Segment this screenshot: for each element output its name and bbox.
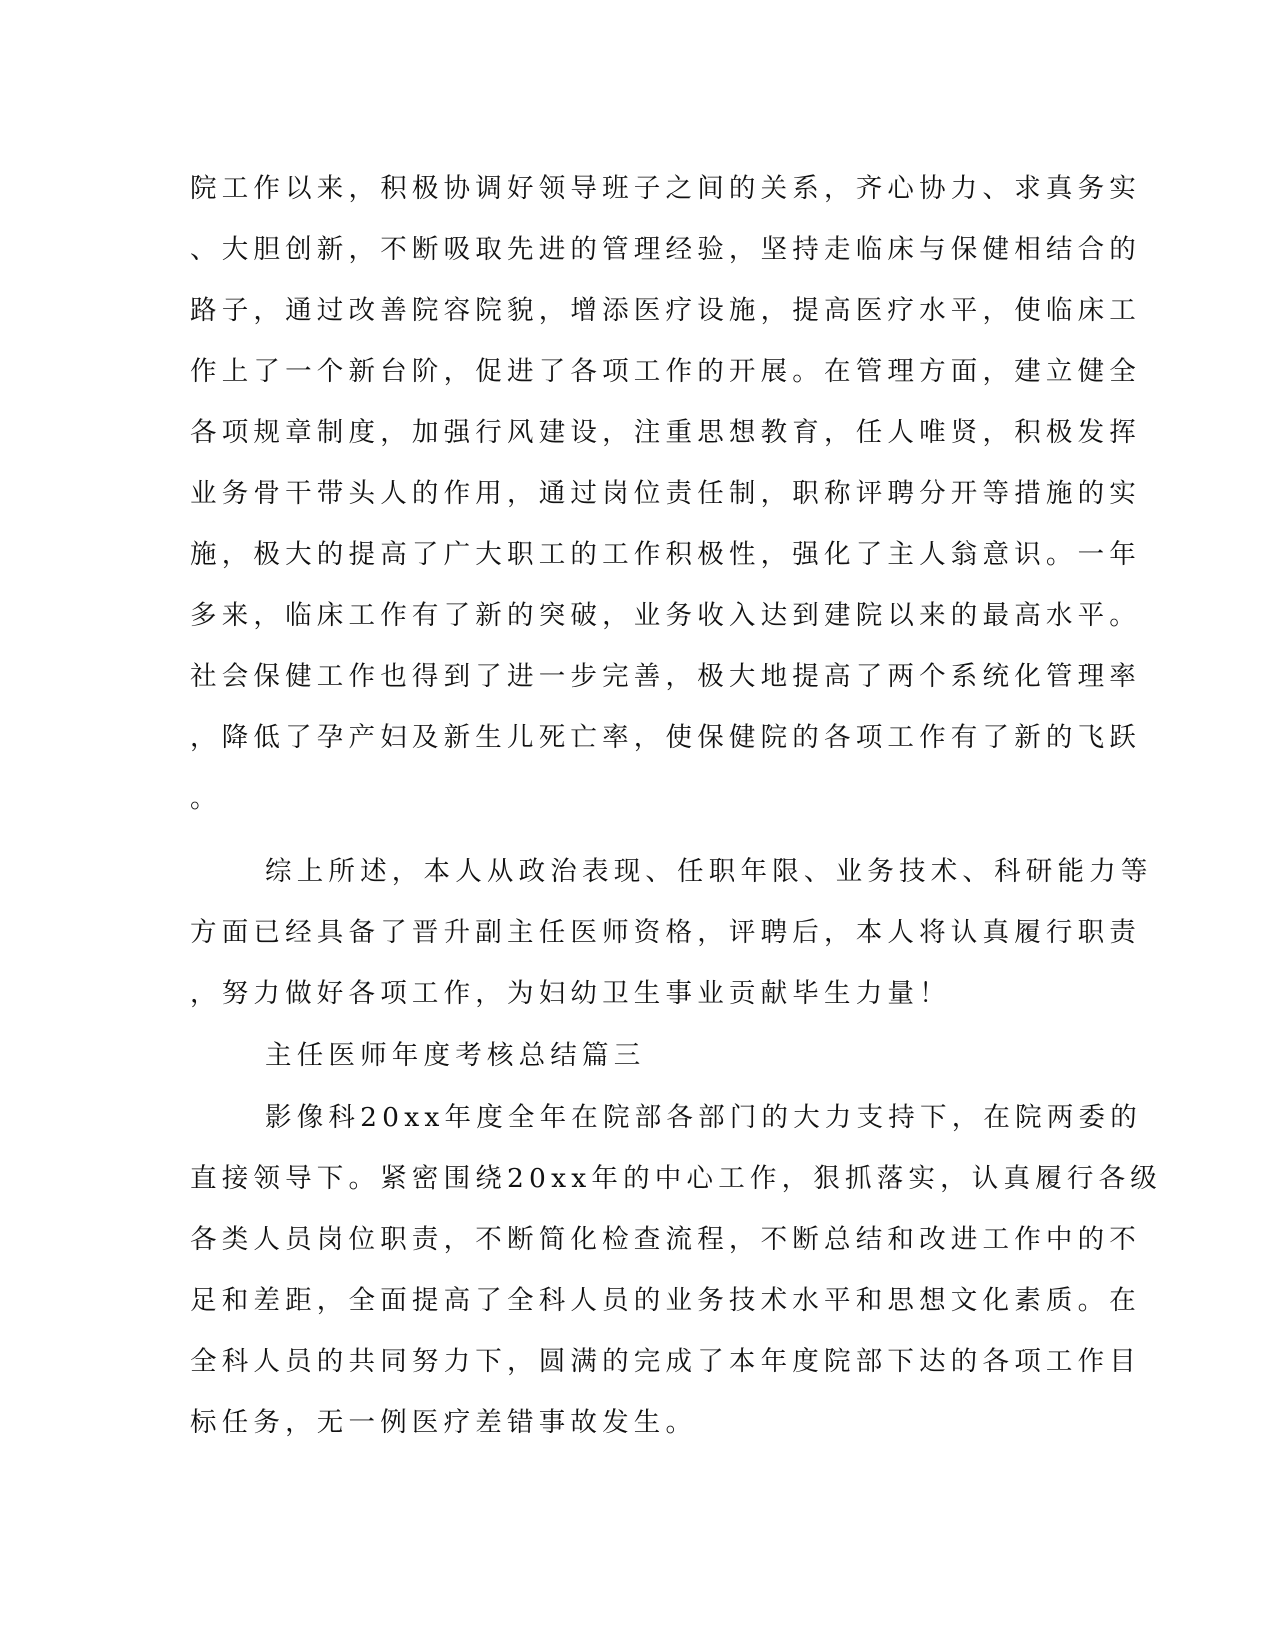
text-line: 路子，通过改善院容院貌，增添医疗设施，提高医疗水平，使临床工 (190, 295, 1141, 326)
text-line: 。 (190, 783, 222, 814)
section-heading-text: 主任医师年度考核总结篇三 (265, 1040, 646, 1071)
text-line: 全科人员的共同努力下，圆满的完成了本年度院部下达的各项工作目 (190, 1346, 1141, 1377)
paragraph-imaging-department (190, 1087, 1163, 1453)
text-line: 业务骨干带头人的作用，通过岗位责任制，职称评聘分开等措施的实 (190, 478, 1141, 509)
text-line: 多来，临床工作有了新的突破，业务收入达到建院以来的最高水平。 (190, 600, 1141, 631)
section-heading (190, 1025, 1090, 1086)
text-line: 方面已经具备了晋升副主任医师资格，评聘后，本人将认真履行职责 (190, 917, 1141, 948)
text-line: ，努力做好各项工作，为妇幼卫生事业贡献毕生力量！ (190, 978, 951, 1009)
text-line: 院工作以来，积极协调好领导班子之间的关系，齐心协力、求真务实 (190, 173, 1141, 204)
text-line: 综上所述，本人从政治表现、任职年限、业务技术、科研能力等 (265, 856, 1153, 887)
text-line: 直接领导下。紧密围绕20xx年的中心工作，狠抓落实，认真履行各级 (190, 1163, 1163, 1194)
text-line: 足和差距，全面提高了全科人员的业务技术水平和思想文化素质。在 (190, 1285, 1141, 1316)
text-line: 作上了一个新台阶，促进了各项工作的开展。在管理方面，建立健全 (190, 356, 1141, 387)
paragraph-summary (190, 841, 1153, 1024)
text-line: ，降低了孕产妇及新生儿死亡率，使保健院的各项工作有了新的飞跃 (190, 722, 1141, 753)
paragraph-hospital-management (190, 158, 1141, 829)
text-line: 社会保健工作也得到了进一步完善，极大地提高了两个系统化管理率 (190, 661, 1141, 692)
text-line: 施，极大的提高了广大职工的工作积极性，强化了主人翁意识。一年 (190, 539, 1141, 570)
text-line: 影像科20xx年度全年在院部各部门的大力支持下，在院两委的 (265, 1102, 1142, 1133)
text-line: 、大胆创新，不断吸取先进的管理经验，坚持走临床与保健相结合的 (190, 234, 1141, 265)
text-line: 各项规章制度，加强行风建设，注重思想教育，任人唯贤，积极发挥 (190, 417, 1141, 448)
text-line: 标任务，无一例医疗差错事故发生。 (190, 1407, 698, 1438)
text-line: 各类人员岗位职责，不断简化检查流程，不断总结和改进工作中的不 (190, 1224, 1141, 1255)
